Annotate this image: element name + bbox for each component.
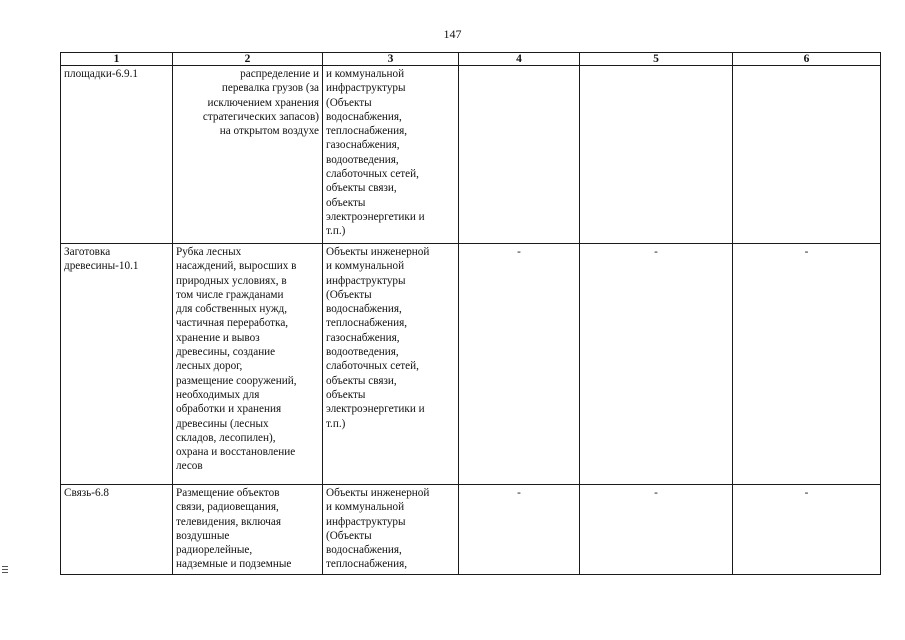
description-cell: Размещение объектов связи, радиовещания, телевидения, включая воздушные радиорелейные, надземные и подземные <box>173 485 323 575</box>
description-cell: распределение и перевалка грузов (за исключением хранения стратегических запасов) на открытом воздухе <box>173 66 323 244</box>
column-header-3: 3 <box>323 53 459 66</box>
land-use-name-cell: площадки-6.9.1 <box>61 66 173 244</box>
description-cell: Рубка лесных насаждений, выросших в природных условиях, в том числе гражданами для собственных нужд, частичная переработка, хранение и вывоз древесины, создание лесных дорог, размещение сооружений, необходимых для обработки и хранения древесины (лесных складов, лесопилен), охрана и восстановление лесов <box>173 244 323 485</box>
value-cell-6: - <box>733 485 881 575</box>
column-header-1: 1 <box>61 53 173 66</box>
infrastructure-cell: Объекты инженерной и коммунальной инфраструктуры (Объекты водоснабжения, теплоснабжения, газоснабжения, водоотведения, слаботочных сетей, объекты связи, объекты электроэнергетики и т.п.) <box>323 244 459 485</box>
column-header-4: 4 <box>459 53 580 66</box>
value-cell-5: - <box>580 244 733 485</box>
value-cell-4: - <box>459 244 580 485</box>
table-row <box>61 485 881 575</box>
infrastructure-cell: Объекты инженерной и коммунальной инфраструктуры (Объекты водоснабжения, теплоснабжения, <box>323 485 459 575</box>
value-cell-5: - <box>580 485 733 575</box>
column-header-6: 6 <box>733 53 881 66</box>
column-header-2: 2 <box>173 53 323 66</box>
land-use-name-cell: Заготовка древесины-10.1 <box>61 244 173 485</box>
infrastructure-cell: и коммунальной инфраструктуры (Объекты водоснабжения, теплоснабжения, газоснабжения, водоотведения, слаботочных сетей, объекты связи, объекты электроэнергетики и т.п.) <box>323 66 459 244</box>
header-row <box>61 53 881 66</box>
value-cell-4 <box>459 66 580 244</box>
table-row <box>61 66 881 244</box>
page-number: 147 <box>443 27 462 41</box>
value-cell-6 <box>733 66 881 244</box>
value-cell-5 <box>580 66 733 244</box>
scan-margin-mark <box>2 566 8 576</box>
value-cell-4: - <box>459 485 580 575</box>
value-cell-6: - <box>733 244 881 485</box>
land-use-table <box>60 52 881 575</box>
table-row <box>61 244 881 485</box>
column-header-5: 5 <box>580 53 733 66</box>
land-use-name-cell: Связь-6.8 <box>61 485 173 575</box>
